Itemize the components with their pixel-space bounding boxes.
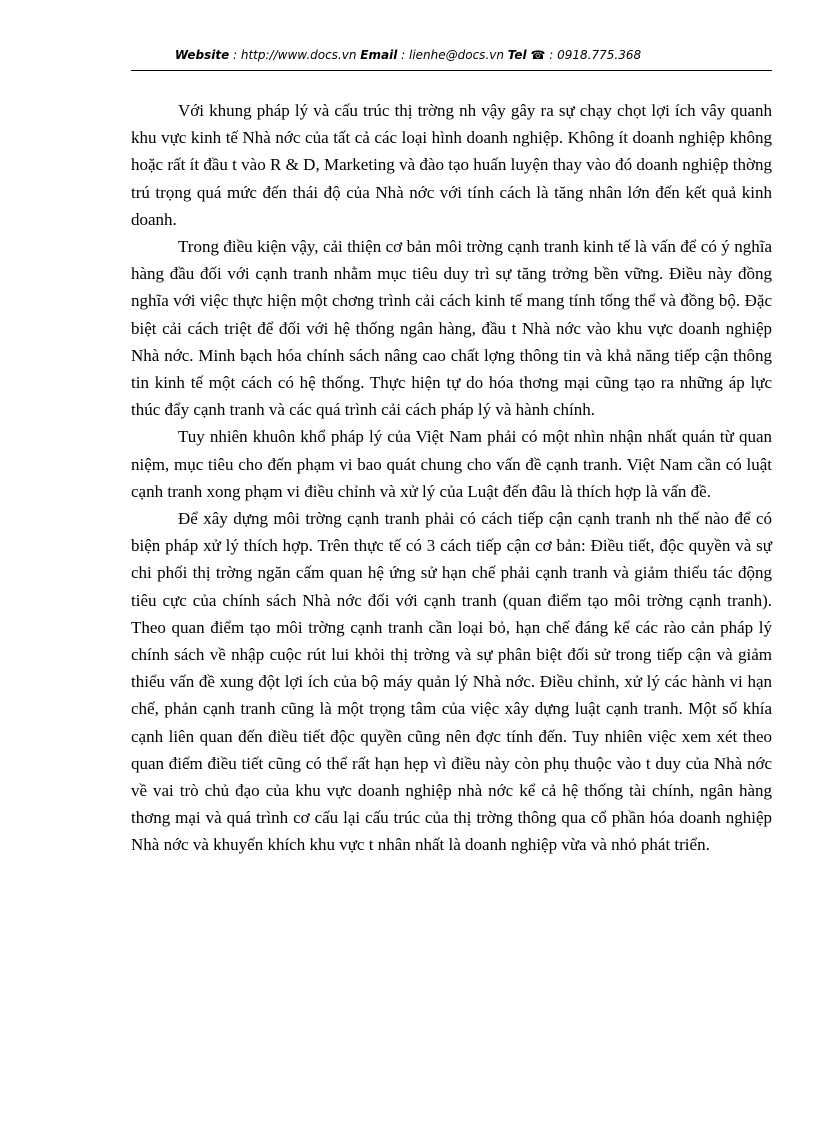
header-divider	[131, 70, 772, 71]
page-header	[0, 48, 816, 62]
website-value: : http://www.docs.vn	[229, 48, 361, 62]
paragraph-4: Để xây dựng môi trờng cạnh tranh phải có cách tiếp cận cạnh tranh nh thế nào để có biện pháp xử lý thích hợp. Trên thực tế có 3 cách tiếp cận cơ bản: Điều tiết, độc quyền và sự chi phối thị trờng ngăn cấm quan hệ ứng sử hạn chế phải cạnh tranh và giảm thiểu tác động tiêu cực của chính sách Nhà nớc đối với cạnh tranh (quan điểm tạo môi trờng cạnh tranh). Theo quan điểm tạo môi trờng cạnh tranh cần loại bỏ, hạn chế đáng kể các rào cản pháp lý chính sách về nhập cuộc rút lui khỏi thị trờng và sự phân biệt đối sử trong tiếp cận và giảm thiểu vấn đề xung đột lợi ích của bộ máy quản lý Nhà nớc. Điều chỉnh, xử lý các hành vi hạn chế, phản cạnh tranh cũng là một trọng tâm của việc xây dựng luật cạnh tranh. Một số khía cạnh liên quan đến điều tiết độc quyền cũng nên đợc tính đến. Tuy nhiên việc xem xét theo quan điểm điều tiết cũng có thể rất hạn hẹp vì điều này còn phụ thuộc vào t duy của Nhà nớc về vai trò chủ đạo của khu vực doanh nghiệp nhà nớc kể cả hệ thống tài chính, ngân hàng thơng mại và quá trình cơ cấu lại cấu trúc của thị trờng thông qua cổ phần hóa doanh nghiệp Nhà nớc và khuyến khích khu vực t nhân nhất là doanh nghiệp vừa và nhỏ phát triển.	[131, 509, 772, 855]
paragraph-1: Với khung pháp lý và cấu trúc thị trờng nh vậy gây ra sự chạy chọt lợi ích vây quanh khu vực kinh tế Nhà nớc của tất cả các loại hình doanh nghiệp. Không ít doanh nghiệp không hoặc rất ít đầu t vào R & D, Marketing và đào tạo huấn luyện thay vào đó doanh nghiệp thờng trú trọng quá mức đến thái độ của Nhà nớc với tính cách là tăng nhân lớn đến kết quả kinh doanh.	[131, 101, 772, 229]
document-body	[131, 97, 772, 859]
website-label: Website	[174, 48, 230, 62]
phone-icon: ☎	[530, 48, 546, 62]
email-value: : lienhe@docs.vn	[397, 48, 508, 62]
email-label: Email	[360, 48, 398, 62]
tel-value: : 0918.775.368	[545, 48, 642, 62]
paragraph-3: Tuy nhiên khuôn khổ pháp lý của Việt Nam phải có một nhìn nhận nhất quán từ quan niệm, mục tiêu cho đến phạm vi bao quát chung cho vấn đề cạnh tranh. Việt Nam cần có luật cạnh tranh xong phạm vi điều chỉnh và xử lý của Luật đến đâu là thích hợp là vấn đề.	[131, 427, 772, 501]
paragraph-2: Trong điều kiện vậy, cải thiện cơ bản môi trờng cạnh tranh kinh tế là vấn để có ý nghĩa hàng đầu đối với cạnh tranh nhằm mục tiêu duy trì sự tăng trởng bền vững. Điều này đồng nghĩa với việc thực hiện một chơng trình cải cách kinh tế mang tính tổng thể và đồng bộ. Đặc biệt cải cách triệt để đối với hệ thống ngân hàng, đầu t Nhà nớc vào khu vực doanh nghiệp Nhà nớc. Minh bạch hóa chính sách nâng cao chất lợng thông tin và khả năng tiếp cận thông tin kinh tế một cách có hệ thống. Thực hiện tự do hóa thơng mại cũng tạo ra những áp lực thúc đẩy cạnh tranh và các quá trình cải cách pháp lý và hành chính.	[131, 237, 772, 420]
tel-label: Tel	[507, 48, 527, 62]
